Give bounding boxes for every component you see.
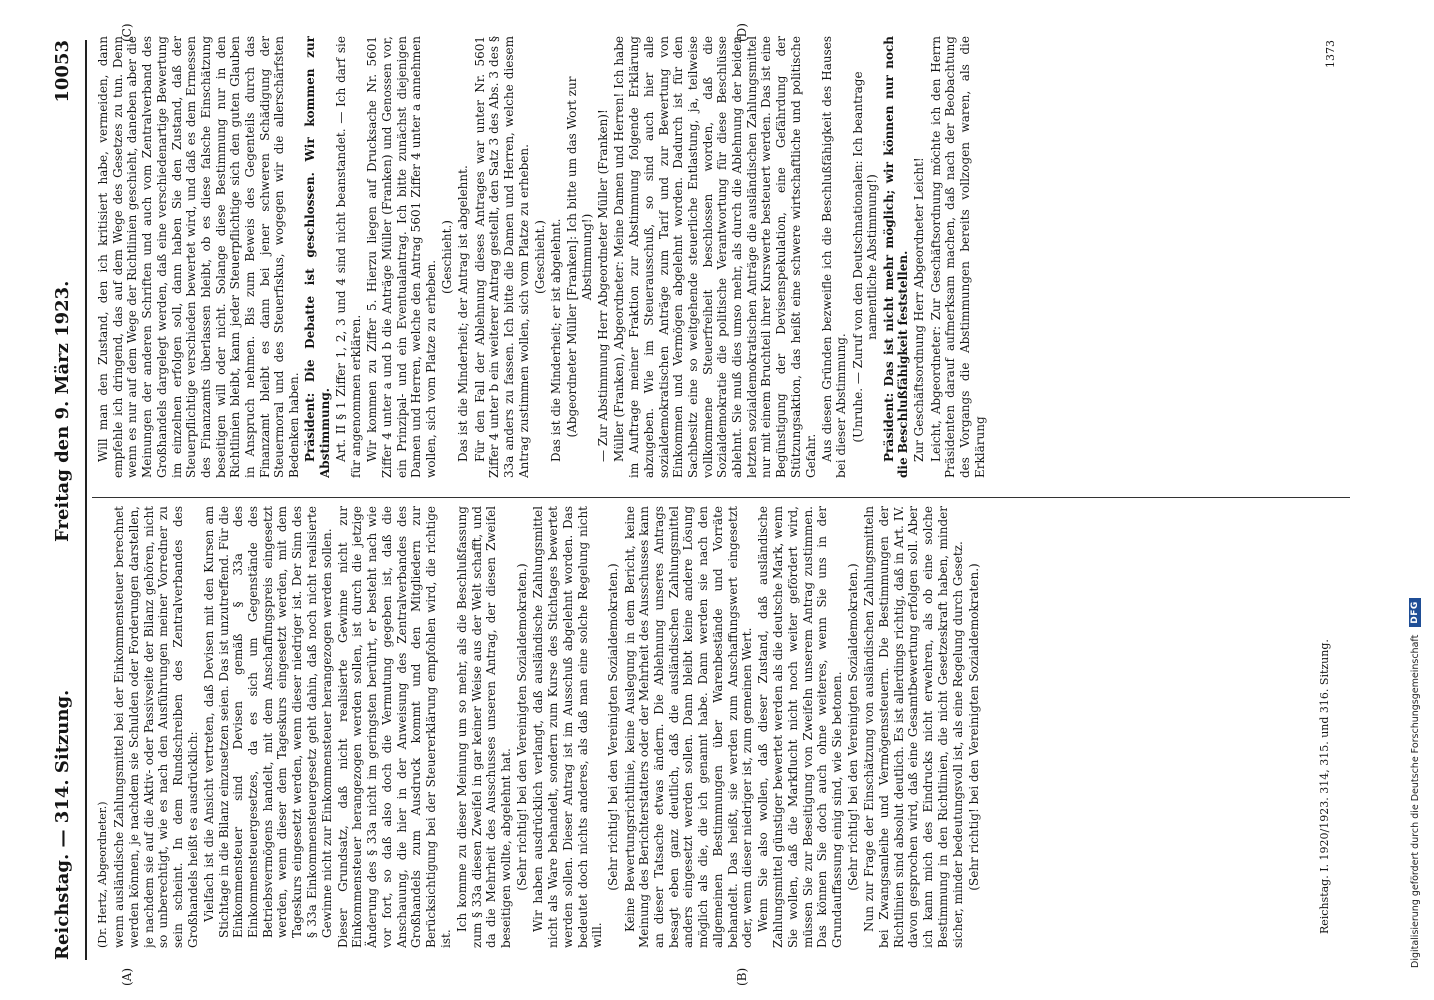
- interjection: (Geschieht.): [440, 220, 455, 294]
- paragraph: Will man den Zustand, den ich kritisiert habe, vermeiden, dann empfehle ich dringend, das auf dem Wege des Gesetzes zu tun. Denn wenn es nur auf dem Wege der Richtlinien geschieht, daneben aber die Meinungen der anderen Schriften und auch vom Zentralverband des Großhandels dargelegt werden, daß eine verschiedenartige Bewertung im einzelnen erfolgen soll, dann haben Sie den Zustand, daß der Steuerpflichtige verschieden bewertet wird, und daß es dem Ermessen des Finanzamts überlassen bleibt, ob es diese falsche Einschätzung beseitigen will oder nicht. Solange diese Bestimmung nur in den Richtlinien bleibt, kann jeder Steuerpflichtige sich den guten Glauben in Anspruch nehmen. Bis zum Beweis des Gegenteils durch das Finanzamt bleibt es dann bei jener schweren Schädigung der Steuermoral und des Steuerfiskus, wogegen wir die allerschärfsten Bedenken haben.: [96, 36, 302, 478]
- speaker-note: (Dr. Hertz, Abgeordneter.): [96, 801, 109, 948]
- paragraph: Zur Geschäftsordnung Herr Abgeordneter Leicht!: [912, 157, 927, 462]
- paragraph: Das ist die Minderheit; der Antrag ist abgelehnt.: [456, 165, 471, 462]
- paragraph: Aus diesen Gründen bezweifle ich die Beschlußfähigkeit des Hauses bei dieser Abstimmung.: [819, 36, 849, 478]
- watermark-text: Digitalisierung gefördert durch die Deutsche Forschungsgemeinschaft: [1409, 634, 1421, 968]
- paragraph: Dieser Grundsatz, daß nicht realisierte Gewinne nicht zur Einkommensteuer herangezogen werden sollen, ist durch die jetzige Änderung des § 33a nicht im geringsten berührt, er besteht nach wie vor fort, so daß also doch die Vermutung gegeben ist, daß die Anschauung, die hier in der Anweisung des Zentralverbandes des Großhandels zum Ausdruck kommt und den Mitgliedern zur Berücksichtigung bei der Steuererklärung empfohlen wird, die richtige ist.: [335, 506, 453, 948]
- interjection: (Sehr richtig! bei den Vereinigten Sozialdemokraten.): [606, 563, 621, 891]
- footer-left: Reichstag. I. 1920/1923. 314, 315. und 316. Sitzung.: [1318, 639, 1331, 934]
- header-left: Reichstag. — 314. Sitzung.: [52, 689, 73, 960]
- column-separator: [92, 497, 1350, 498]
- interjection: (Sehr richtig! bei den Vereinigten Sozialdemokraten.): [966, 563, 981, 891]
- quotation: Vielfach ist die Ansicht vertreten, daß Devisen mit den Kursen am Stichtage in die Bilanz einzusetzen seien. Das ist unzutreffend. Für die Einkommensteuer sind Devisen gemäß § 33a des Einkommensteuergesetzes, da es sich um Gegenstände des Betriebsvermögens handelt, mit dem Anschaffungspreis eingesetzt werden, wenn dieser dem Tageskurs eingesetzt werden, mit dem Tageskurs eingesetzt werden, wenn dieser niedriger ist. Der Sinn des § 33a Einkommensteuergesetz geht dahin, daß noch nicht realisierte Gewinne nicht zur Einkommensteuer herangezogen werden sollen.: [201, 506, 334, 938]
- left-column: [96, 506, 1316, 948]
- paragraph: Nun zur Frage der Einschätzung von ausländischen Zahlungsmitteln bei Zwangsanleihe und Vermögenssteuern. Die Bestimmungen der Richtlinien sind absolut deutlich. Es ist allerdings richtig, daß in Art. IV. davon gesprochen wird, daß eine Gesamtbewertung erfolgen soll. Aber ich kann mich des Eindrucks nicht erwehren, als ob eine solche Bestimmung in den Richtlinien, die nicht Gesetzeskraft haben, minder sicher, minder bedeutungsvoll ist, als eine Regelung durch Gesetz.: [862, 506, 965, 948]
- right-column: [96, 36, 1316, 478]
- dfg-logo-icon: DFG: [1409, 598, 1421, 627]
- signature-number: 1373: [1324, 40, 1337, 68]
- header-date: Freitag den 9. März 1923.: [52, 280, 73, 542]
- speech-mueller: Müller (Franken), Abgeordneter: Meine Damen und Herren! Ich habe im Auftrage meiner Fraktion zur Abstimmung folgende Erklärung abzugeben. Wie im Steuerausschuß, so sind auch hier alle sozialdemokratischen Anträge zum Tarif und zur Bewertung von Einkommen und Vermögen abgelehnt worden. Dadurch ist für den Sachbesitz eine so weitgehende steuerliche Entlastung, ja, teilweise vollkommene Steuerfreiheit beschlossen worden, daß die Sozialdemokratie die politische Verantwortung für diese Beschlüsse ablehnt. Sie muß dies umso mehr, als durch die Ablehnung der beiden letzten sozialdemokratischen Anträge die ausländischen Zahlungsmittel nur mit einem Bruchteil ihrer Kurswerte besteuert werden. Das ist eine Begünstigung der Devisenspekulation, eine Gefährdung der Stützungsaktion, das heißt eine schwere wirtschaftliche und politische Gefahr.: [612, 36, 818, 478]
- interjection: (Sehr richtig! bei den Vereinigten Sozialdemokraten.): [846, 563, 861, 891]
- speech-leicht: Leicht, Abgeordneter: Zur Geschäftsordnung möchte ich den Herrn Präsidenten darauf aufmerksam machen, daß nach der Beobachtung des Vorgangs die Abstimmungen bereits vollzogen waren, als die Erklärung: [928, 36, 987, 478]
- paragraph: Art. II § 1 Ziffer 1, 2, 3 und 4 sind nicht beanstandet. — Ich darf sie für angenommen erklären.: [334, 36, 363, 478]
- interjection: (Unruhe. — Zuruf von den Deutschnationalen: Ich beantrage namentliche Abstimmung!): [850, 71, 880, 443]
- margin-letter-b: (B): [735, 967, 749, 986]
- running-header: [48, 40, 82, 960]
- margin-letter-a: (A): [120, 967, 134, 986]
- paragraph: Für den Fall der Ablehnung dieses Antrages war unter Nr. 5601 Ziffer 4 unter b ein weiterer Antrag gestellt, den Satz 3 des Abs. 3 des § 33a anders zu fassen. Ich bitte die Damen und Herren, welche diesem Antrag zustimmen wollen, sich vom Platze zu erheben.: [472, 36, 531, 478]
- paragraph: Keine Bewertungsrichtlinie, keine Auslegung in dem Bericht, keine Meinung des Berichterstatters oder der Mehrheit des Ausschusses kann an dieser Tatsache etwas ändern. Die Ablehnung unseres Antrags besagt eben ganz deutlich, daß die ausländischen Zahlungsmittel anders eingesetzt werden sollen. Dann bleibt keine andere Lösung möglich als die, die ich genannt habe. Dann werden sie nach den allgemeinen Bestimmungen über Warenbestände und Vorräte behandelt. Das heißt, sie werden zum Anschaffungswert eingesetzt oder, wenn dieser niedriger ist, zum gemeinen Wert.: [622, 506, 755, 948]
- president-statement: Präsident: Das ist nicht mehr möglich; wir können nur noch die Beschlußfähigkeit feststellen.: [881, 36, 911, 478]
- header-rule: [85, 40, 87, 960]
- paragraph: Wir haben ausdrücklich verlangt, daß ausländische Zahlungsmittel nicht als Ware behandelt, sondern zum Kurse des Stichtages bewertet werden sollen. Dieser Antrag ist im Ausschuß abgelehnt worden. Das bedeutet doch nichts anderes, als daß man eine solche Regelung nicht will.: [531, 506, 605, 948]
- page-number: 10053: [52, 40, 73, 103]
- paragraph: Ich komme zu dieser Meinung um so mehr, als die Beschlußfassung zum § 33a diesen Zweifel in gar keiner Weise aus der Welt schafft, und da die Mehrheit des Ausschusses unseren Antrag, der diesen Zweifel beseitigen wollte, abgelehnt hat.: [454, 506, 513, 948]
- interjection: (Geschieht.): [532, 220, 547, 294]
- margin-letter-c: (C): [120, 23, 134, 42]
- paragraph: — Zur Abstimmung Herr Abgeordneter Müller (Franken)!: [596, 109, 611, 462]
- paragraph: Wenn Sie also wollen, daß dieser Zustand, daß ausländische Zahlungsmittel günstiger bewertet werden als die deutsche Mark, wenn Sie wollen, daß die Markflucht nicht noch weiter gefördert wird, müssen Sie zur Beseitigung von Zweifeln unserem Antrag zustimmen. Das können Sie doch auch ohne weiteres, wenn Sie uns in der Grundauffassung einig sind, wie Sie betonen.: [756, 506, 844, 948]
- interjection: (Sehr richtig! bei den Vereinigten Sozialdemokraten.): [515, 563, 530, 891]
- paragraph: wenn ausländische Zahlungsmittel bei der Einkommensteuer berechnet werden können, je nachdem sie Schulden oder Forderungen darstellen, je nachdem sie auf die Aktiv- oder Passivseite der Bilanz gehören, nicht so unberechtigt, wie es nach den Ausführungen meiner Vorredner zu sein scheint. In dem Rundschreiben des Zentralverbandes des Großhandels heißt es ausdrücklich:: [112, 506, 200, 948]
- paragraph: Wir kommen zu Ziffer 5. Hierzu liegen auf Drucksache Nr. 5601 Ziffer 4 unter a und b die Anträge Müller (Franken) und Genossen vor, ein Prinzipal- und ein Eventualantrag. Ich bitte zunächst diejenigen Damen und Herren, welche den Antrag 5601 Ziffer 4 unter a annehmen wollen, sich vom Platze zu erheben.: [365, 36, 438, 478]
- interjection: (Abgeordneter Müller [Franken]: Ich bitte um das Wort zur Abstimmung!): [565, 76, 594, 438]
- margin-letter-d: (D): [735, 23, 749, 42]
- paragraph: Das ist die Minderheit; er ist abgelehnt.: [549, 218, 564, 462]
- dfg-watermark: [1400, 8, 1430, 994]
- president-statement: Präsident: Die Debatte ist geschlossen. Wir kommen zur Abstimmung.: [303, 36, 333, 478]
